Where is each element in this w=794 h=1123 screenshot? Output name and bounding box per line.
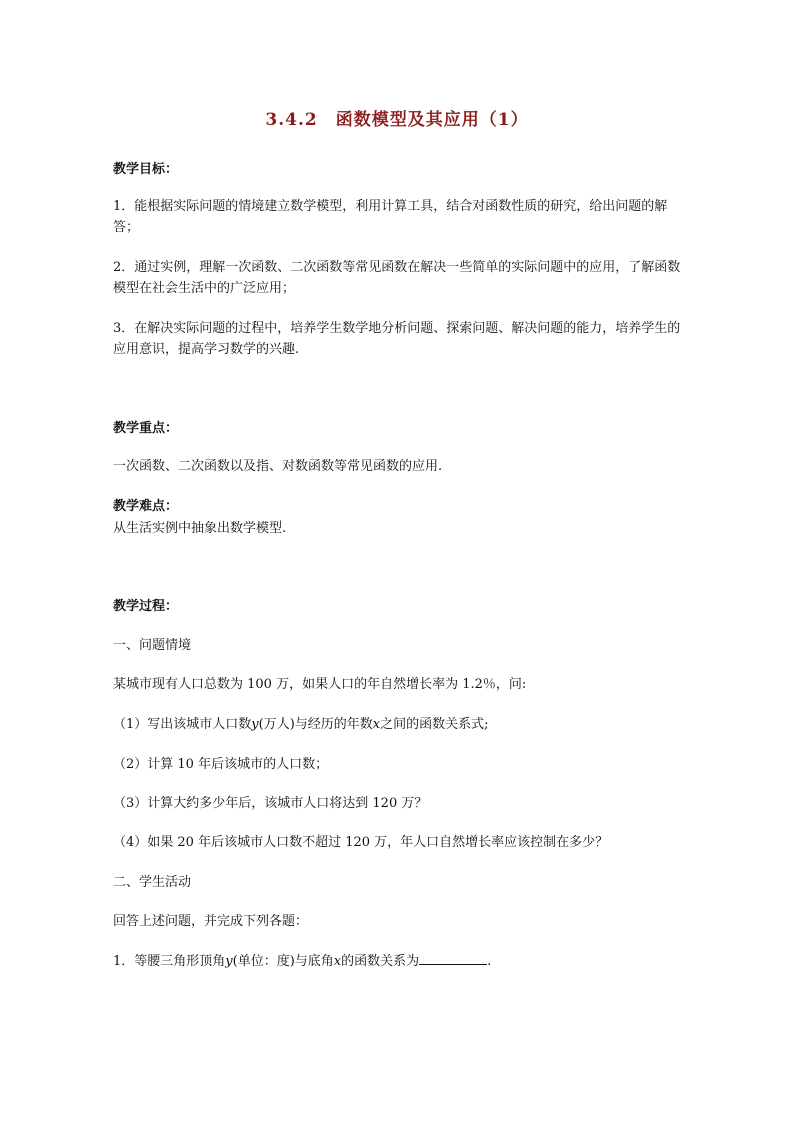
ex1-part-c: 的函数关系为: [341, 954, 420, 969]
difficulties-text: 从生活实例中抽象出数学模型.: [113, 521, 287, 536]
problem-statement: 某城市现有人口总数为 100 万，如果人口的年自然增长率为 1.2％，问:: [113, 677, 527, 692]
exercise-1: [113, 951, 683, 972]
ex1-var-y: y: [225, 954, 233, 969]
key-points-text: 一次函数、二次函数以及指、对数函数等常见函数的应用.: [113, 459, 443, 474]
section-student-activity: 二、学生活动: [113, 875, 192, 890]
process-heading: 教学过程：: [113, 599, 179, 614]
ex1-part-a: 1．等腰三角形顶角: [113, 954, 226, 969]
difficulties-heading: 教学难点：: [113, 499, 179, 514]
q1-part-b: (万人)与经历的年数: [258, 717, 373, 732]
answer-blank[interactable]: [419, 952, 487, 965]
section-problem-situation: 一、问题情境: [113, 638, 192, 653]
question-3: （3）计算大约多少年后，该城市人口将达到 120 万？: [113, 796, 428, 811]
question-4: （4）如果 20 年后该城市人口数不超过 120 万，年人口自然增长率应该控制在多少？: [113, 835, 609, 850]
q1-part-a: （1）写出该城市人口数: [113, 717, 252, 732]
goal-item-3: 3．在解决实际问题的过程中，培养学生数学地分析问题、探索问题、解决问题的能力，培养学生的应用意识，提高学习数学的兴趣.: [113, 321, 681, 357]
goal-item-1: 1．能根据实际问题的情境建立数学模型，利用计算工具，结合对函数性质的研究，给出问题的解答；: [113, 199, 668, 235]
question-2: （2）计算 10 年后该城市的人口数；: [113, 757, 329, 772]
ex1-part-b: (单位：度)与底角: [232, 954, 334, 969]
goal-item-2: 2．通过实例，理解一次函数、二次函数等常见函数在解决一些简单的实际问题中的应用，了解函数模型在社会生活中的广泛应用；: [113, 260, 681, 296]
question-1: [113, 714, 683, 735]
ex1-var-x: x: [333, 954, 342, 969]
ex1-part-d: .: [487, 954, 492, 969]
activity-intro: 回答上述问题，并完成下列各题：: [113, 914, 309, 929]
page-title: 3.4.2 函数模型及其应用（1）: [265, 110, 529, 130]
q1-part-c: 之间的函数关系式;: [380, 717, 489, 732]
q1-var-x: x: [372, 717, 381, 732]
goals-heading: 教学目标：: [113, 162, 179, 177]
key-points-heading: 教学重点：: [113, 421, 179, 436]
q1-var-y: y: [251, 717, 259, 732]
